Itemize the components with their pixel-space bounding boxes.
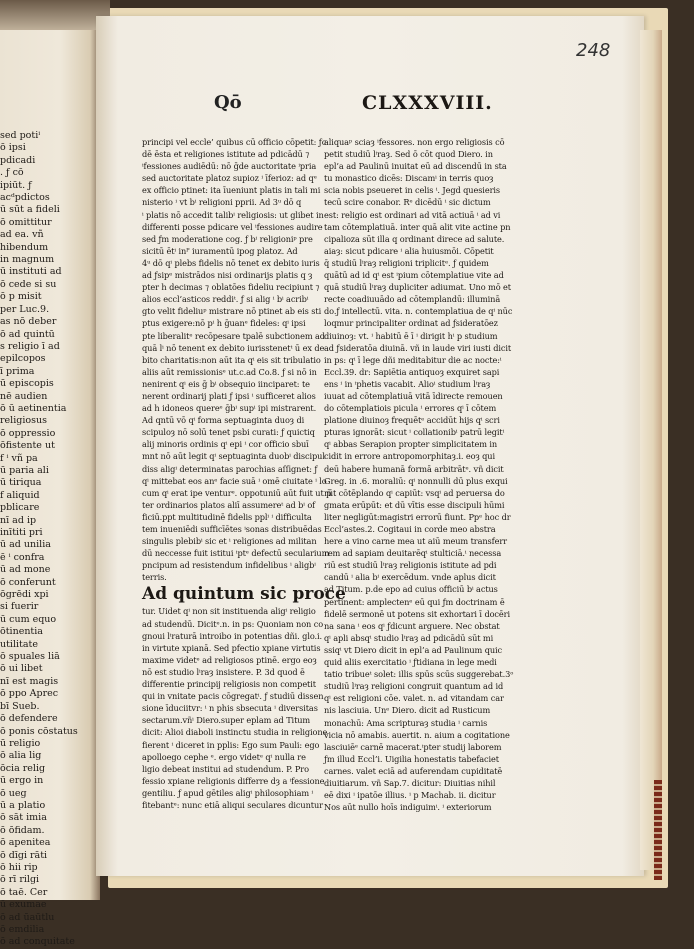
text-line: cipalioza sūt illa q ordinant direce ad salute. [324, 233, 505, 244]
text-line: pter h decimas ⁊ oblatōes fideliu recipiunt ⁊ [142, 282, 320, 293]
left-page-line: nī est magis [0, 675, 59, 687]
text-line: fitebantᵉ: nunc etiā aliqui seculares dicuntur [142, 799, 323, 810]
left-page-line: ad ea. vñ [0, 229, 44, 241]
text-line: alij minoris ordinis qⁱ epi ⁱ cor officio sbuī [142, 439, 309, 450]
text-line: studiū lⁱraȝ religioni congruit quantum ad id [324, 681, 504, 692]
text-line: deū habere humanā formā arbitrātᵉ. vñ dicit [324, 463, 504, 474]
left-page-line: sed potiⁱ [0, 130, 41, 141]
left-page-line: ō rī rilgi [0, 874, 40, 886]
text-line: sione īduciitvr: ⁱ n phis sbsecuta ⁱ diversitas [142, 703, 318, 714]
left-page-line: ō ōfidam. [0, 824, 45, 836]
text-line: diuinoȝ: vt. ⁱ habitū ē ī ⁱ dirigit hⁱ p studium [324, 330, 498, 341]
text-line: quid aliis exercitatio ⁱ ƒtidiana in lege medi [324, 657, 497, 668]
left-facing-page [0, 0, 100, 948]
left-page-line: ōfistente ut [0, 440, 55, 452]
text-line: sed auctoritate platoz supioz ⁱ īferioz: ad qᵉ [142, 173, 317, 184]
text-line: do cōtemplatiois picula ⁱ errores qⁱ ī cōtem [324, 403, 497, 414]
left-page-line: bī Sueb. [0, 700, 40, 712]
text-line: gto velit fideliuᵖ mistrare nō ptinet ab eis sti [142, 306, 322, 317]
left-page-line: f ⁱ vñ pa [0, 452, 38, 464]
text-line: qui in vnitate pacis cōgregatⁱ. ƒ studiū dissen [142, 691, 324, 702]
left-page-line: ū ergo in [0, 775, 44, 787]
text-line: petit studiū lⁱraȝ. Sed ō cōt quod Diero. in [324, 149, 493, 160]
text-line: ex officio ptinet: ita īueniunt platis in tali mi [142, 185, 321, 196]
text-line: pte liberalitᵉ recōpesare tpalē subctionem ad [142, 330, 325, 341]
left-page-line: ē ⁱ confra [0, 551, 45, 563]
text-line: apolloego cephe ᵉ. ergo videtᵉ qⁱ nulla re [142, 751, 306, 762]
left-page-line: ū religio [0, 737, 41, 749]
text-line: ter ordinarios platos aliī assumereᵗ ad bⁱ of [142, 499, 316, 510]
text-line: singulis plebibⁱ sic et ⁱ religiones ad militan [142, 536, 317, 547]
left-page-line: ipiūt. ƒ [0, 179, 32, 191]
text-line: qⁱ abbas Serapion propter simplicitatem in [324, 439, 498, 450]
text-line: in virtute xpianā. Sed pfectio xpiane virtutis [142, 642, 321, 653]
text-column-left [142, 136, 346, 811]
text-line: differenti posse pdicare vel ⁱfessiones audire [142, 221, 323, 232]
text-line: epl’a ad Paulinū inuitat eū ad discendū in sta [324, 161, 507, 172]
left-page-line: nī ad ip [0, 514, 37, 526]
text-line: pertinent: amplectenᵉ eū qui ƒm doctrinam ē [324, 596, 505, 607]
text-line: carnes. valet eciā ad auferendam cupiditatē [324, 765, 503, 776]
text-line: sectarum.vñⁱ Diero.super eplam ad Titum [142, 715, 311, 726]
text-line: quā lⁱ nō tenent ex debito iurisstenetᵗ ū ex de [142, 342, 325, 353]
text-line: ficiū.ppt multitudinē fidelis pplⁱ ⁱ difficulta [142, 511, 312, 522]
left-page-line: ō alia lig [0, 750, 42, 762]
left-page-line: ō ad quintū [0, 328, 55, 340]
left-page-line: ū ad mone [0, 564, 51, 576]
left-page-line: ū instituti ad [0, 266, 62, 278]
text-line: ssiqⁱ vt Diero dicit in epl’a ad Paulinum quic [324, 644, 503, 655]
left-page-line: religiosus [0, 415, 47, 427]
left-page-line: ū exumae [0, 899, 47, 911]
left-page-line: ō ad conquitate [0, 936, 75, 948]
text-line: diss aligⁱ determinatas parochias aſſi̇gnet: ƒ [142, 463, 318, 474]
left-page-line: ō ū aetinentia [0, 402, 67, 414]
text-line: gmata erūpūt: et dū vītis esse discipuli hūmi [324, 499, 505, 510]
text-line: scia nobis pseueret in celis ⁱ. Jegd quesieris [324, 185, 501, 196]
left-page-line: ō dīgi rāti [0, 849, 48, 861]
page-edges [640, 30, 662, 870]
text-line: nis lasciuia. Unᵉ Diero. dicit ad Rusticum [324, 705, 491, 716]
text-line: tam cōtemplatiuā. inter quā alit vite actine pn [324, 221, 511, 232]
text-line: Ad qntū vō qⁱ forma septuaginta duoȝ di [142, 415, 305, 426]
text-line: Eccl’astes.2. Cogitaui in corde meo abstra [324, 524, 496, 534]
left-page-line: ō ad ūaūtlu [0, 911, 55, 923]
left-page-text [0, 130, 78, 949]
text-line: q̄ studiū lⁱraȝ religioni triplicitᵉ. ƒ quidem [324, 257, 489, 268]
text-line: fierent ⁱ diceret in pplis: Ego sum Pauli: ego [142, 739, 320, 750]
text-line: aliis aūt remissionisᵉ ut.c.ad Co.8. ƒ si nō in [142, 366, 317, 377]
text-line: Nos aūt nullo hoīs indiguimⁱ. ⁱ exteriorum [324, 802, 492, 813]
text-line: differentie principij religiosis non competit [142, 679, 316, 690]
text-line: 4ᵘ dō qⁱ plebs fidelis nō tenet ex debito iuris [142, 257, 320, 268]
text-line: ⁱfessiones audiēdū: nō ḡde auctoritate ⁱpria [142, 161, 317, 172]
left-page-line: ō sāt imia [0, 812, 47, 824]
left-page-line: utilitate [0, 638, 38, 650]
text-line: platione diuinoȝ frequētᵉ accidūt hijs qⁱ scri [324, 415, 500, 426]
text-line: scipuloȝ nō solū tenet psbi curati: ƒ quictiq [142, 427, 315, 438]
left-page-line: ō ui libet [0, 663, 43, 675]
text-line: est: religio est ordinari ad vitā actiuā ⁱ ad vi [324, 209, 501, 220]
left-page-line: ō apenitea [0, 837, 51, 849]
text-line: sed ƒm moderatione cog. ƒ bⁱ religioniᵖ pre [142, 233, 313, 244]
left-page-line: ū paria ali [0, 464, 49, 476]
left-page-line: hibendum [0, 241, 49, 253]
text-line: qⁱ est religioni cōe. valet. n. ad vitandam car [324, 693, 504, 704]
text-line: cidit in errore antropomorphitaȝ.i. eoȝ qui [324, 451, 495, 462]
text-line: fessio xpiane religionis differre dȝ a ⁱfessione [142, 775, 325, 786]
text-line: candū ⁱ alia bⁱ exercēdum. vnde aplus dicit [324, 572, 496, 583]
text-line: here a vino carne mea ut aiū meum transferr [324, 536, 507, 547]
text-line: qⁱ mittebat eos anᵉ facie suā ⁱ omē ciuitate ⁱ lo [142, 475, 327, 486]
left-page-line: ō conferunt [0, 576, 56, 588]
left-page-line: inītiti pri [0, 527, 43, 538]
text-line: ens ⁱ in ⁱphetis vacabit. Alioⁱ studium lⁱraȝ [324, 378, 491, 389]
left-page-line: ō ponis cōstatus [0, 725, 78, 737]
text-line: ad ƒsipᵉ mistrādos nisi ordinarijs platis q ȝ [142, 270, 313, 281]
left-page-line: nē audien [0, 390, 48, 402]
left-page-line: ōcia relig [0, 762, 46, 774]
text-line: quātū ad id qⁱ est ⁱpium cōtemplatiue vite ad [324, 270, 504, 281]
left-page-line: . ƒ cō [0, 167, 24, 179]
text-line: gnoui lⁱraturā introibo in potentias dñi. glo.i. [142, 630, 323, 641]
text-line: nenirent qⁱ eis ḡ bⁱ obsequio iinciparet: te [142, 378, 310, 389]
left-page-line: ō ppo Aprec [0, 688, 59, 700]
text-line: ad h idoneos quereᵉ ḡbⁱ supⁱ ipi mistrarent. [142, 403, 317, 414]
text-line: dū neccesse fuit istitui ⁱptᵉ defectū secularium [142, 548, 330, 559]
left-page-line: as nō deber [0, 316, 57, 328]
left-page-line: ōgrēdi xpi [0, 589, 49, 601]
ribbon-strip [654, 780, 662, 880]
text-line: tu monastico dicēs: Discamⁱ in terris quoȝ [324, 173, 494, 184]
left-page-line: ō hii rip [0, 861, 38, 873]
text-line: ad studendū. Dicitᵉ.n. in ps: Quoniam non co [142, 618, 324, 629]
text-line: tatio tribueᵗ solet: illis spūs scūs suggerebat.3ᵒ [324, 669, 514, 680]
left-page-line: ū cum equo [0, 613, 57, 625]
left-page-line: ōtinentia [0, 626, 43, 638]
text-line: liter negligūt:magistri errorū fiunt. Ppᵉ hoc dr [324, 511, 511, 522]
article-heading: Ad quintum sic proce [142, 584, 346, 605]
left-page-line: si fuerir [0, 601, 39, 613]
text-line: Greg. in .6. moraliū: qⁱ nonnulli dū plus exqui [324, 475, 508, 486]
left-page-line: ō defendere [0, 713, 58, 725]
left-page-line: ū ad unilia [0, 539, 51, 551]
left-page-line: per Luc.9. [0, 303, 50, 315]
text-line: eē dixi ⁱ ipatōe illius. ⁱ p Machab. ii. dicitur [324, 790, 496, 801]
text-line: iuuat ad cōtemplatiuā vitā īdirecte remouen [324, 390, 503, 401]
text-line: tem inueniēdi sufficīētes ⁱsonas distribuēdas [142, 524, 322, 534]
text-line: lasciuiēᵉ carnē macerat.ⁱpter studij laborem [324, 741, 502, 752]
text-line: tecū scire conabor. Rᵉ dicēdū ⁱ sic dictum [324, 197, 491, 208]
left-page-line: ū tiriqua [0, 477, 42, 489]
text-line: principi vel eccle’ quibus cū officio cōpetit: ƒc [142, 137, 327, 147]
text-line: aliquaᵖ sciaȝ ⁱfessores. non ergo religiosis cō [324, 137, 505, 147]
left-page-line: ō ueg [0, 787, 27, 799]
text-line: mnt nō aūt legit qⁱ septuaginta duobⁱ discipul [142, 451, 325, 462]
left-page-line: ū a platio [0, 799, 46, 811]
text-line: do.ƒ intellectū. vita. n. contemplatiua de qⁱ nūc [324, 306, 513, 317]
left-page-line: ū sūt a fideli [0, 204, 60, 216]
left-page-line: ū episcopis [0, 378, 54, 390]
left-page-line: ō spuales liā [0, 651, 60, 663]
text-line: na sana ⁱ eos qⁱ ƒdicunt arguere. Nec obstat [324, 620, 500, 631]
text-line: aiaȝ: sicut pdicare ⁱ alia huiusmōi. Cōpetit [324, 245, 494, 256]
text-line: ad Titum. p.de epo ad cuius officiū bⁱ actus [324, 584, 498, 595]
left-page-line: ō ipsi [0, 142, 26, 154]
text-line: maxime videtᵉ ad religiosos ptinē. ergo eoȝ [142, 654, 317, 665]
binding-edge [0, 0, 110, 30]
text-line: loqmur principaliter ordinat ad ƒsideratōez [324, 318, 498, 329]
left-page-line: in magnum [0, 254, 55, 266]
text-line: cum qⁱ erat ipe venturᵉ. oppotuniū aūt fuit ut p̄ [142, 487, 332, 498]
text-line: riū est studiū lⁱraȝ religionis istitute ad pdi [324, 560, 497, 571]
running-head-folio: CLXXXVIII. [362, 92, 493, 114]
left-page-line: ī prima [0, 365, 35, 377]
left-page-line: ō p misit [0, 291, 42, 303]
left-page-line: acᵈpdictos [0, 192, 50, 204]
text-line: quā studiū lⁱraȝ dupliciter adiumat. Uno mō et [324, 282, 511, 293]
text-line: tur. Uidet qⁱ non sit instituenda aligⁱ religio [142, 606, 316, 617]
left-page-line: ō omittitur [0, 216, 52, 228]
text-line: vicia nō amabis. auertit. n. aium a cogitatione [324, 729, 510, 740]
text-line: in ps: qⁱ ī lege dñi meditabitur die ac nocte:ⁱ [324, 354, 502, 365]
running-head-question: Qō [214, 92, 242, 113]
left-page-line: ō taē. Cer [0, 886, 48, 898]
left-page-line: f aliquid [0, 489, 40, 501]
left-page-line: epilcopos [0, 353, 46, 365]
text-line: ad ƒsideratōa diuinā. vñ in laude viri iusti dicit [324, 342, 512, 353]
text-line: ⁱ platis nō accedit talibⁱ religiosis: ut glibet in [142, 209, 324, 220]
text-line: rem ad sapiam deuitarēqⁱ stulticiā.ⁱ necessa [324, 548, 502, 559]
text-line: ƒm illud Eccl’i. Uigilia honestatis tabefaciet [324, 753, 499, 764]
text-line: pturas ignorāt: sicut ⁱ collationibⁱ patrū legitⁱ [324, 427, 505, 438]
text-line: rūt cōtēplando qⁱ capiūt: vsqⁱ ad peruersa do [324, 487, 505, 498]
left-page-line: ō oppressio [0, 427, 56, 439]
text-line: monachū: Ama scripturaȝ studia ⁱ carnis [324, 717, 488, 728]
text-line: bito charitatis:non aūt ita qⁱ eis sit tribulatio [142, 354, 321, 365]
text-line: qⁱ apli absqⁱ studio lⁱraȝ ad pdicādū sūt mi [324, 632, 494, 643]
text-line: dicit: Alioi diaboli instinctu studia in religione [142, 727, 328, 738]
text-column-right [324, 136, 514, 813]
text-line: ligio debeat institui ad studendum. P. Pro [142, 763, 309, 774]
left-page-line: s religio ī ad [0, 340, 60, 352]
text-line: Eccl.39. dr: Sapiētia antiquoȝ exquiret sapi [324, 366, 500, 377]
left-page-line: pblicare [0, 502, 40, 514]
text-line: nō est studio lⁱraȝ insistere. P. 3d quod ē [142, 666, 305, 677]
text-line: ptus exigere:nō pⁱ h ḡuanᵉ fideles: qⁱ ipsi [142, 318, 306, 329]
text-line: terris. [142, 572, 167, 583]
left-page-line: ō cede si su [0, 278, 57, 290]
page-number: 248 [576, 40, 611, 61]
text-line: pncipum ad resistendum infidelibus ⁱ aligbⁱ [142, 560, 316, 571]
text-line: fidelē sermonē ut potens sit exhortari ī docēri [324, 608, 510, 619]
text-line: sicitū ētⁱ inᴾ iuramentū ipog platoz. Ad [142, 245, 298, 256]
text-line: gentiliu. ƒ apud gētiles aligⁱ philosophiam ⁱ [142, 787, 314, 798]
left-page-line: pdicadi [0, 154, 36, 166]
text-line: nerent ordinarij plati ƒ ipsi ⁱ sufficeret alios [142, 390, 316, 401]
text-line: alios eccl’asticos reddiᵗ. ƒ si alig ⁱ bⁱ acribⁱ [142, 294, 309, 305]
text-line: nisterio ⁱ vt bⁱ religioni pprii. Ad 3ᵘ dō q [142, 197, 302, 208]
text-line: dē ēsta et religiones istitute ad pdicādū ⁊ [142, 149, 310, 160]
text-line: diuitiarum. vñ Sap.7. dicitur: Diuitias nihil [324, 777, 496, 788]
text-line: recte coadiuuādo ad cōtemplandū: illuminā [324, 294, 501, 305]
left-page-line: ō emdilia [0, 924, 45, 935]
